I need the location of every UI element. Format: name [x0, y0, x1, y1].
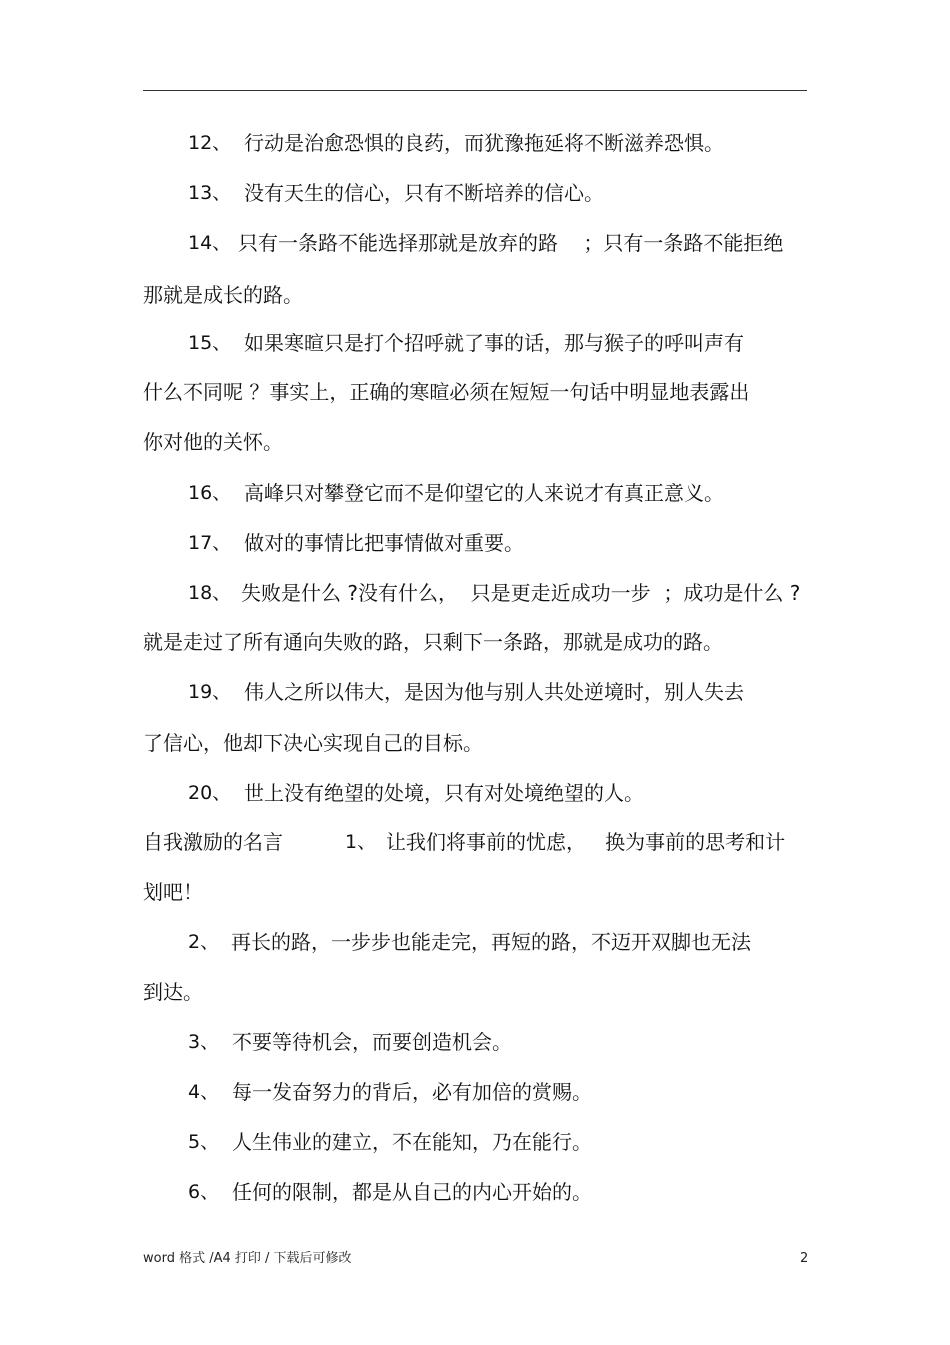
quote-text: 没有天生的信心，只有不断培养的信心。 [244, 181, 604, 205]
quote-text: 任何的限制，都是从自己的内心开始的。 [232, 1180, 592, 1204]
quote-text: 高峰只对攀登它而不是仰望它的人来说才有真正意义。 [244, 481, 724, 505]
quote-text: 让我们将事前的忧虑， 换为事前的思考和计 [386, 830, 786, 854]
quote-text: 不要等待机会，而要创造机会。 [232, 1030, 512, 1054]
quote-number: 2、 [188, 931, 220, 953]
quote-text: 伟人之所以伟大，是因为他与别人共处逆境时，别人失去 [244, 680, 744, 704]
quote-number: 14、 [188, 232, 232, 254]
quote-number: 20、 [188, 782, 232, 804]
quote-text-continued: 什么不同呢 ？事实上，正确的寒暄必须在短短一句话中明显地表露出 [143, 380, 750, 404]
quote-number: 3、 [188, 1031, 220, 1053]
quote-text-continued: 就是走过了所有通向失败的路，只剩下一条路，那就是成功的路。 [143, 630, 723, 654]
quote-text-continued: 你对他的关怀。 [143, 430, 283, 454]
quote-text: 如果寒暄只是打个招呼就了事的话，那与猴子的呼叫声有 [244, 331, 744, 355]
section-title: 自我激励的名言 [143, 830, 283, 854]
quote-number: 4、 [188, 1081, 220, 1103]
quote-text: 再长的路，一步步也能走完，再短的路，不迈开双脚也无法 [231, 930, 751, 954]
quote-text: 世上没有绝望的处境，只有对处境绝望的人。 [244, 781, 644, 805]
footer-note: word 格式 /A4 打印 / 下载后可修改 [143, 1251, 352, 1266]
quote-text-continued: 了信心，他却下决心实现自己的目标。 [143, 731, 483, 755]
page-number: 2 [800, 1251, 809, 1266]
quote-number: 16、 [188, 482, 232, 504]
quote-number: 15、 [188, 332, 232, 354]
quote-number: 13、 [188, 182, 232, 204]
quote-number: 5、 [188, 1131, 220, 1153]
quote-text: 失败是什么 ?没有什么， 只是更走近成功一步 ；成功是什么 ? [241, 581, 801, 605]
quote-text-continued: 到达。 [143, 980, 203, 1004]
quote-text-continued: 那就是成长的路。 [143, 283, 303, 307]
header-rule [143, 90, 807, 91]
quote-number: 19、 [188, 681, 232, 703]
quote-text: 人生伟业的建立，不在能知，乃在能行。 [232, 1130, 592, 1154]
quote-number: 6、 [188, 1181, 220, 1203]
quote-number: 18、 [188, 582, 232, 604]
quote-number: 12、 [188, 132, 232, 154]
quote-number: 17、 [188, 532, 232, 554]
quote-text-continued: 划吧！ [143, 880, 203, 904]
quote-text: 只有一条路不能选择那就是放弃的路 ；只有一条路不能拒绝 [238, 231, 784, 255]
quote-text: 行动是治愈恐惧的良药，而犹豫拖延将不断滋养恐惧。 [244, 131, 724, 155]
quote-text: 每一发奋努力的背后，必有加倍的赏赐。 [232, 1080, 592, 1104]
quote-number: 1、 [345, 831, 377, 853]
quote-text: 做对的事情比把事情做对重要。 [244, 531, 524, 555]
